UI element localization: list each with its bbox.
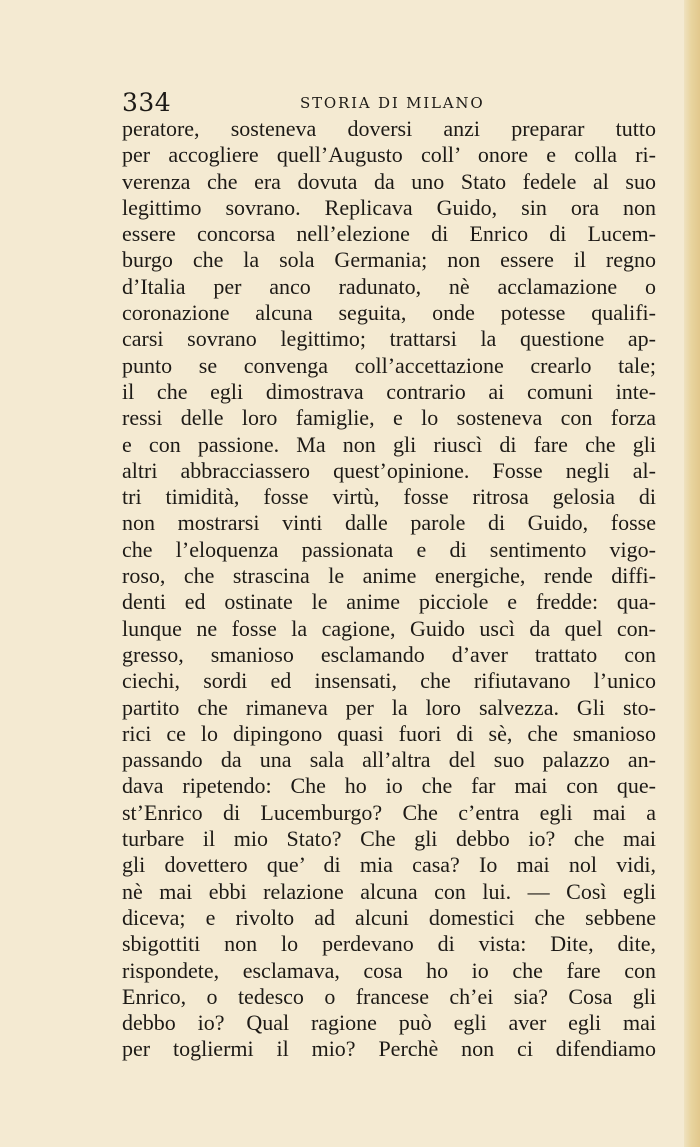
text-line: per accogliere quell’Augusto coll’ onore e colla ri- [122, 142, 656, 168]
text-line: altri abbracciassero quest’opinione. Fosse negli al- [122, 457, 656, 483]
text-line: roso, che strascina le anime energiche, rende diffi- [122, 563, 656, 589]
text-line: nè mai ebbi relazione alcuna con lui. — Così egli [122, 878, 656, 904]
text-line: ressi delle loro famiglie, e lo sosteneva con forza [122, 405, 656, 431]
text-line: passando da una sala all’altra del suo palazzo an- [122, 747, 656, 773]
text-line: turbare il mio Stato? Che gli debbo io? che mai [122, 826, 656, 852]
text-line: il che egli dimostrava contrario ai comuni inte- [122, 378, 656, 404]
text-line: denti ed ostinate le anime picciole e fredde: qua- [122, 589, 656, 615]
text-line: gresso, smanioso esclamando d’aver trattato con [122, 641, 656, 667]
text-line: coronazione alcuna seguita, onde potesse qualifi- [122, 300, 656, 326]
text-line: d’Italia per anco radunato, nè acclamazione o [122, 273, 656, 299]
text-line: Enrico, o tedesco o francese ch’ei sia? Cosa gli [122, 983, 656, 1009]
text-line: ciechi, sordi ed insensati, che rifiutavano l’unico [122, 668, 656, 694]
page-number: 334 [122, 88, 172, 117]
text-line: sbigottiti non lo perdevano di vista: Dite, dite, [122, 931, 656, 957]
text-line: che l’eloquenza passionata e di sentimento vigo- [122, 536, 656, 562]
text-line: debbo io? Qual ragione può egli aver egli mai [122, 1010, 656, 1036]
body-text [122, 116, 656, 1063]
text-line: per togliermi il mio? Perchè non ci difendiamo [122, 1036, 656, 1062]
text-line: rispondete, esclamava, cosa ho io che fare con [122, 957, 656, 983]
text-line: lunque ne fosse la cagione, Guido uscì da quel con- [122, 615, 656, 641]
text-line: st’Enrico di Lucemburgo? Che c’entra egli mai a [122, 799, 656, 825]
text-line: essere concorsa nell’elezione di Enrico di Lucem- [122, 221, 656, 247]
text-line: non mostrarsi vinti dalle parole di Guido, fosse [122, 510, 656, 536]
text-line: dava ripetendo: Che ho io che far mai con que- [122, 773, 656, 799]
text-line: carsi sovrano legittimo; trattarsi la questione ap- [122, 326, 656, 352]
text-line: burgo che la sola Germania; non essere il regno [122, 247, 656, 273]
text-line: diceva; e rivolto ad alcuni domestici che sebbene [122, 904, 656, 930]
text-line: gli dovettero que’ di mia casa? Io mai nol vidi, [122, 852, 656, 878]
text-line: e con passione. Ma non gli riuscì di fare che gli [122, 431, 656, 457]
text-line: peratore, sosteneva doversi anzi preparar tutto [122, 116, 656, 141]
text-line: legittimo sovrano. Replicava Guido, sin ora non [122, 194, 656, 220]
text-line: tri timidità, fosse virtù, fosse ritrosa gelosia di [122, 484, 656, 510]
running-title: STORIA DI MILANO [300, 94, 485, 112]
text-line: rici ce lo dipingono quasi fuori di sè, che smanioso [122, 720, 656, 746]
text-line: verenza che era dovuta da uno Stato fedele al suo [122, 168, 656, 194]
text-line: punto se convenga coll’accettazione crearlo tale; [122, 352, 656, 378]
page-edge-shadow [684, 0, 700, 1147]
text-line: partito che rimaneva per la loro salvezza. Gli sto- [122, 694, 656, 720]
